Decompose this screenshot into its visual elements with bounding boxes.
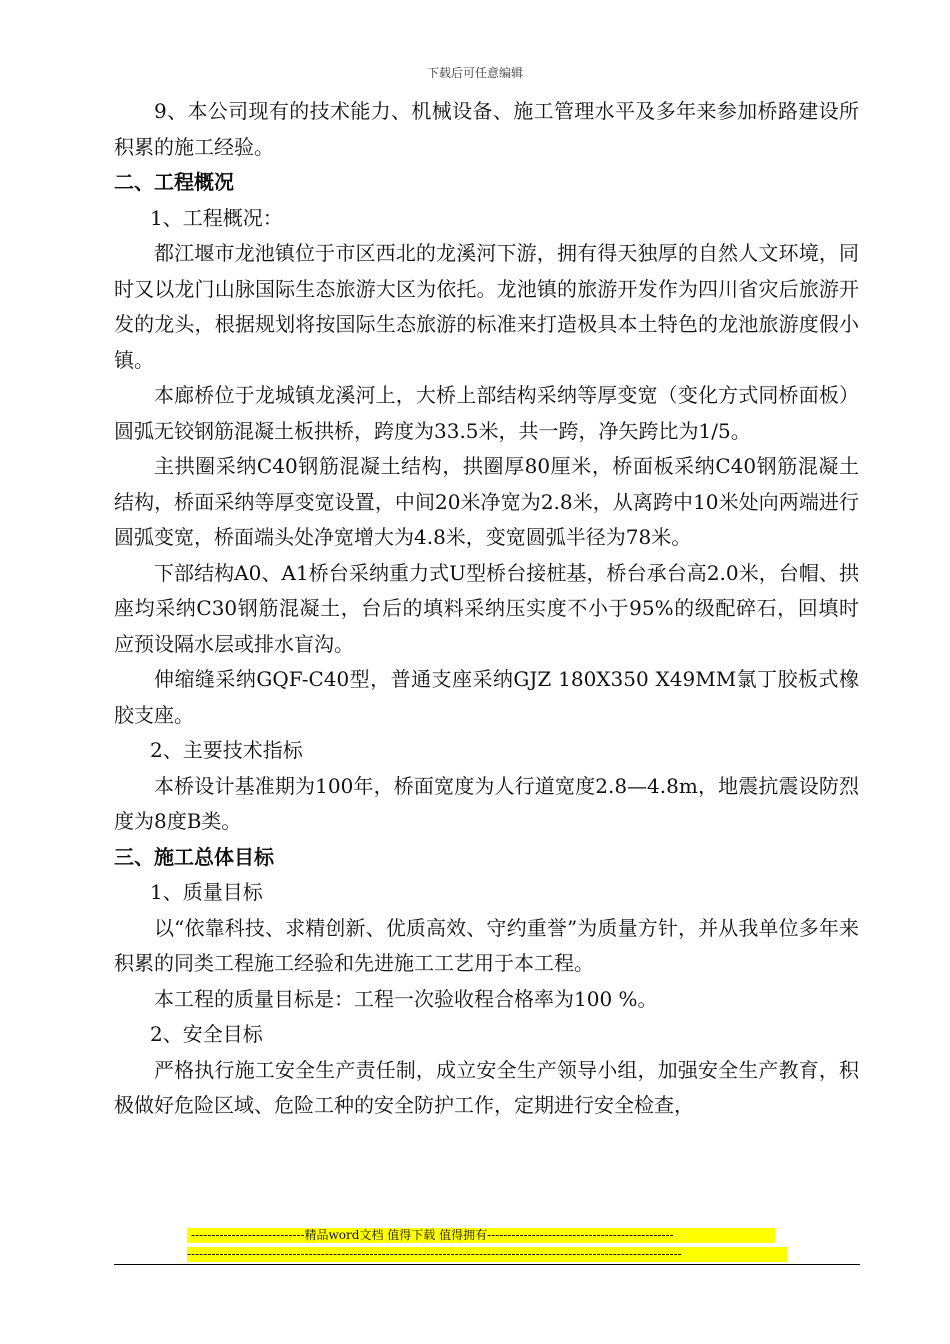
page-header: 下载后可任意编辑 [426, 66, 523, 80]
paragraph: 伸缩缝采纳GQF-C40型，普通支座采纳GJZ 180X350 X49MM氯丁胶板式橡胶支座。 [114, 667, 859, 727]
subsection-heading: 1、质量目标 [150, 880, 263, 904]
footer-rule [114, 1264, 860, 1265]
subsection-heading: 2、主要技术指标 [150, 738, 303, 762]
paragraph: 本工程的质量目标是：工程一次验收程合格率为100 %。 [154, 986, 658, 1011]
paragraph: 以“依靠科技、求精创新、优质高效、守约重誉”为质量方针，并从我单位多年来积累的同类工程施工经验和先进施工工艺用于本工程。 [114, 915, 859, 975]
subsection-heading: 2、安全目标 [150, 1022, 263, 1046]
paragraph: 都江堰市龙池镇位于市区西北的龙溪河下游，拥有得天独厚的自然人文环境，同时又以龙门山脉国际生态旅游大区为依托。龙池镇的旅游开发作为四川省灾后旅游开发的龙头，根据规划将按国际生态旅游的标准来打造极具本土特色的龙池旅游度假小镇。 [114, 241, 859, 372]
paragraph: 9、本公司现有的技术能力、机械设备、施工管理水平及多年来参加桥路建设所积累的施工经验。 [114, 99, 859, 159]
paragraph: 本桥设计基准期为100年，桥面宽度为人行道宽度2.8—4.8m，地震抗震设防烈度为8度B类。 [114, 773, 859, 833]
paragraph: 下部结构A0、A1桥台采纳重力式U型桥台接桩基，桥台承台高2.0米，台帽、拱座均采纳C30钢筋混凝土，台后的填料采纳压实度不小于95%的级配碎石，回填时应预设隔水层或排水盲沟。 [114, 560, 859, 656]
footer-highlight-line: -------------------------------------------------------------------------------------------------------------------------- [187, 1247, 787, 1262]
document-body [114, 94, 859, 1124]
paragraph: 主拱圈采纳C40钢筋混凝土结构，拱圈厚80厘米，桥面板采纳C40钢筋混凝土结构，桥面采纳等厚变宽设置，中间20米净宽为2.8米，从离跨中10米处向两端进行圆弧变宽，桥面端头处净宽增大为4.8米，变宽圆弧半径为78米。 [114, 454, 859, 549]
section-heading: 三、施工总体目标 [114, 844, 274, 869]
footer-banner [187, 1228, 787, 1266]
subsection-heading: 1、工程概况： [150, 205, 283, 230]
footer-highlight-line: ----------------------------精品word文档 值得下载 值得拥有---------------------------------------------- [187, 1228, 775, 1243]
paragraph: 严格执行施工安全生产责任制，成立安全生产领导小组，加强安全生产教育，积极做好危险区域、危险工种的安全防护工作，定期进行安全检查， [114, 1057, 859, 1117]
paragraph: 本廊桥位于龙城镇龙溪河上，大桥上部结构采纳等厚变宽（变化方式同桥面板）圆弧无铰钢筋混凝土板拱桥，跨度为33.5米，共一跨，净矢跨比为1/5。 [114, 383, 859, 443]
section-heading: 二、工程概况 [114, 170, 234, 194]
